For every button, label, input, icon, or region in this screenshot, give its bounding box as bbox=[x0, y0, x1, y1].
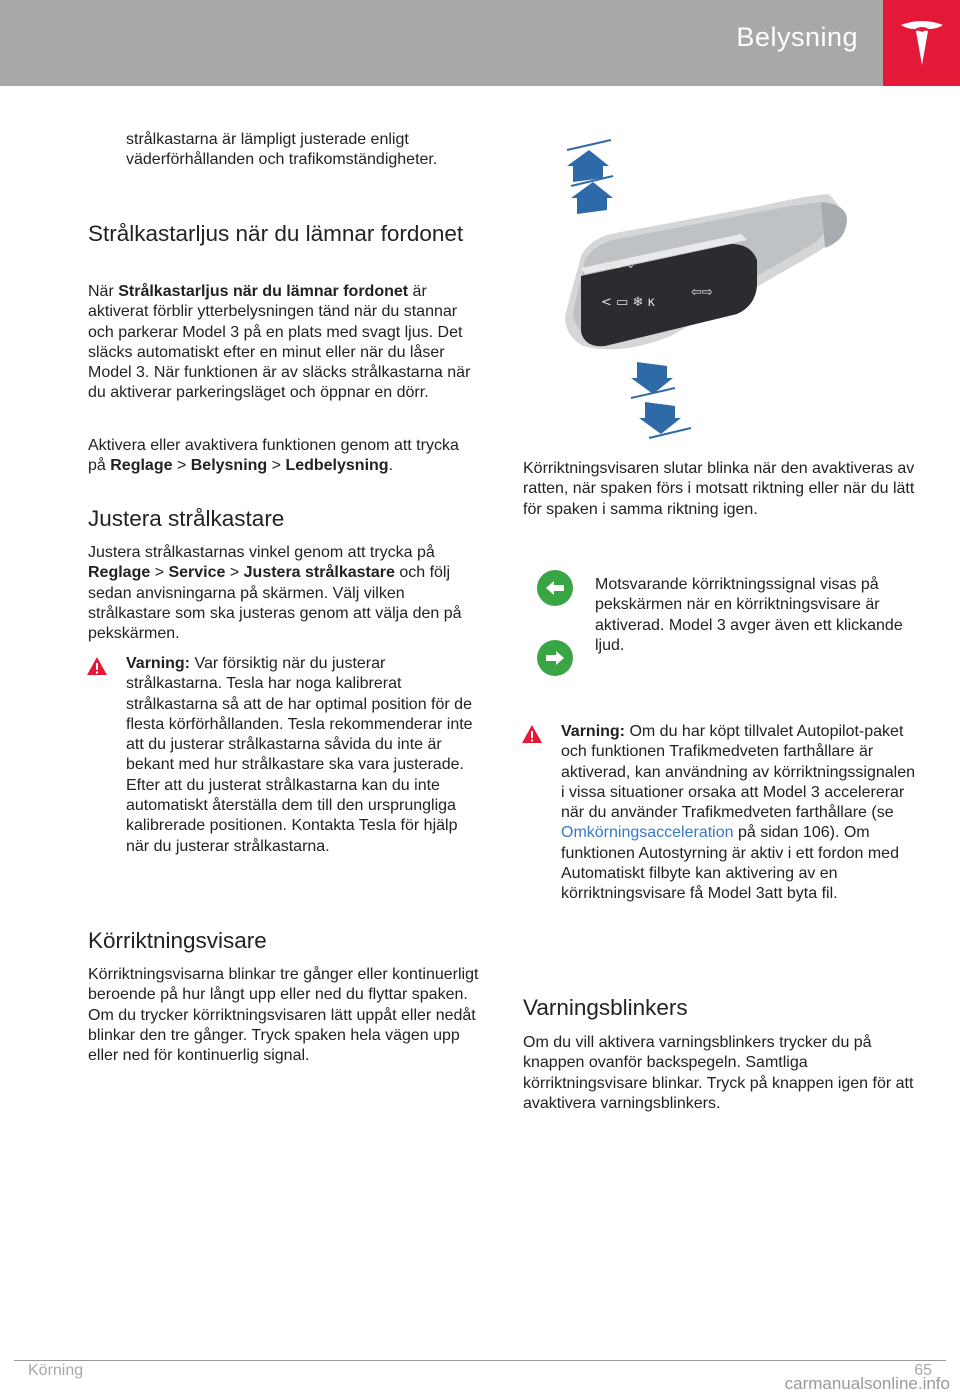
autopilot-warning: Varning: Om du har köpt tillvalet Autopilot-paket och funktionen Trafikmedveten farthållare är aktiverad, kan användning av körriktningssignalen i vissa situationer orsaka att Model 3 accelererar när du använder Trafikmedveten farthållare (se Omkörningsacceleration på sidan 106). Om funktionen Autostyrning är aktiv i ett fordon med Automatiskt filbyte kan aktivering av en körriktningsvisare få Model 3att byta fil. bbox=[523, 722, 918, 972]
menu-path-belysning: Belysning bbox=[190, 457, 268, 475]
page-number: 65 bbox=[914, 1362, 932, 1379]
menu-path-ledbelysning: Ledbelysning bbox=[285, 457, 389, 475]
arrow-up-icon bbox=[571, 176, 613, 214]
exit-lights-instruction: Aktivera eller avaktivera funktionen genom att trycka på Reglage > Belysning > Ledbelysning. bbox=[88, 437, 459, 475]
warning-icon bbox=[521, 724, 543, 744]
overtake-acceleration-link[interactable]: Omkörningsacceleration bbox=[561, 824, 734, 842]
turn-signal-right-icon bbox=[537, 640, 573, 676]
watermark: carmanualsonline.info bbox=[784, 1374, 950, 1393]
arrow-down-icon bbox=[639, 402, 691, 438]
section-heading-turn-signals: Körriktningsvisare bbox=[88, 928, 267, 953]
turn-signal-indicator-text: Motsvarande körriktningssignal visas på pekskärmen när en körriktningsvisare är aktiverad. Model 3 avger även ett klickande ljud. bbox=[595, 576, 903, 654]
svg-text:⇦⇨: ⇦⇨ bbox=[691, 285, 713, 300]
header-bar bbox=[0, 0, 960, 86]
stalk-body bbox=[565, 194, 847, 349]
turn-signal-stalk-illustration bbox=[541, 136, 851, 448]
section-heading-adjust-headlights: Justera strålkastare bbox=[88, 506, 285, 531]
turn-signal-cancel-paragraph: Körriktningsvisaren slutar blinka när den avaktiveras av ratten, när spaken förs i motsatt riktning eller när du lätt för spaken i samma riktning igen. bbox=[523, 460, 915, 518]
section-heading-exit-lights: Strålkastarljus när du lämnar fordonet bbox=[88, 221, 464, 246]
exit-lights-paragraph: När Strålkastarljus när du lämnar fordonet är aktiverat förblir ytterbelysningen tänd när du stannar och parkerar Model 3 på en plats med svagt ljus. Det släcks automatiskt efter en minut eller när du låser Model 3. När funktionen är av släcks strålkastarna när du aktiverar parkeringsläget och öppnar en dörr. bbox=[88, 283, 471, 402]
adjust-headlights-paragraph: Justera strålkastarnas vinkel genom att trycka på Reglage > Service > Justera strålkastare och följ sedan anvisningarna på skärmen. Välj vilken strålkastare som ska justeras genom att välja den på pekskärmen. bbox=[88, 544, 462, 643]
page-title: Belysning bbox=[736, 22, 858, 52]
svg-text:< ▭ ❄ κ: < ▭ ❄ κ bbox=[601, 295, 656, 310]
hazard-lights-paragraph: Om du vill aktivera varningsblinkers trycker du på knappen ovanför backspegeln. Samtliga körriktningsvisare blinkar. Tryck på knappen igen för att avaktivera varningsblinkers. bbox=[523, 1034, 914, 1112]
arrow-down-icon bbox=[631, 362, 675, 398]
turn-signal-left-icon bbox=[537, 570, 573, 606]
intro-paragraph: strålkastarna är lämpligt justerade enligt väderförhållanden och trafikomständigheter. bbox=[126, 131, 438, 169]
arrow-up-icon bbox=[567, 140, 611, 182]
warning-icon bbox=[86, 656, 108, 676]
footer-divider bbox=[14, 1360, 946, 1361]
menu-path-reglage: Reglage bbox=[110, 457, 173, 475]
turn-signals-paragraph: Körriktningsvisarna blinkar tre gånger eller kontinuerligt beroende på hur långt upp eller ned du flyttar spaken. Om du trycker körriktningsvisaren lätt uppåt eller nedåt blinkar den tre gånger. Tryck spaken hela vägen upp eller ned för kontinuerlig signal. bbox=[88, 966, 479, 1065]
tesla-logo-icon bbox=[883, 0, 960, 86]
section-heading-hazard-lights: Varningsblinkers bbox=[523, 995, 688, 1020]
svg-text:≡D ⌄: ≡D ⌄ bbox=[605, 258, 636, 271]
footer-chapter: Körning bbox=[28, 1362, 84, 1379]
headlight-warning: Varning: Var försiktig när du justerar strålkastarna. Tesla har noga kalibrerat strålkastarna så att de har optimal position för de flesta körförhållanden. Tesla rekommenderar inte att du justerar strålkastarna såvida du inte är bekant med hur strålkastare ska vara justerade. Efter att du justerat strålkastarna kan du inte automatiskt återställa dem till den ursprungliga kalibrerade positionen. Kontakta Tesla för hjälp när du justerar strålkastarna. bbox=[88, 654, 480, 904]
